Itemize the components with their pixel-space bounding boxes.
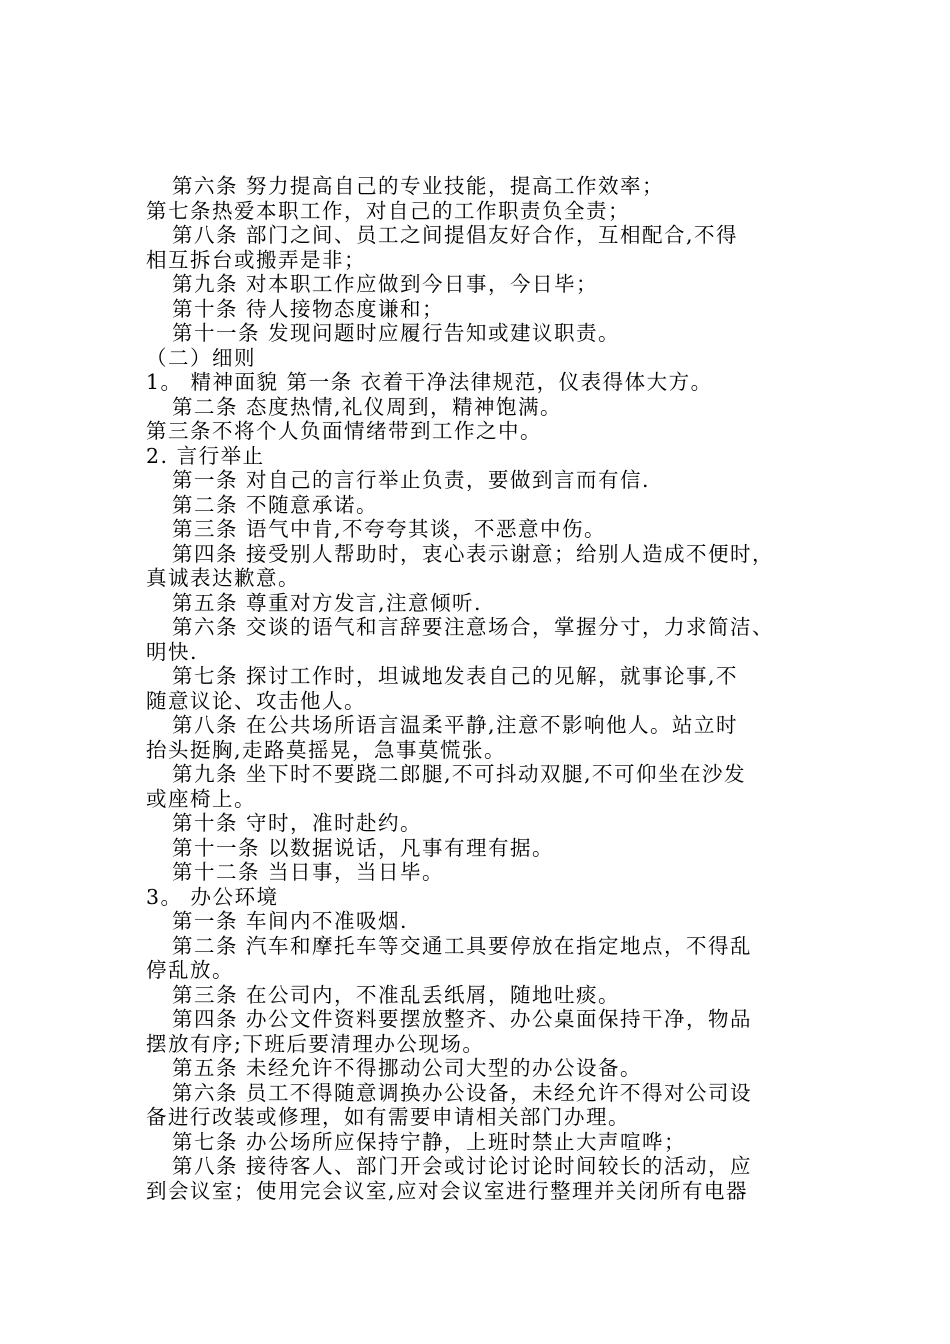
text-line: 第一条 车间内不准吸烟. xyxy=(172,909,409,933)
text-line: 2. 言行举止 xyxy=(146,443,265,468)
text-line: 第十一条 发现问题时应履行告知或建议职责。 xyxy=(172,321,621,345)
text-line: 第三条 语气中肯,不夸夸其谈，不恶意中伤。 xyxy=(172,517,607,541)
text-line: 第十条 待人接物态度谦和； xyxy=(172,296,445,321)
text-line: 第八条 部门之间、员工之间提倡友好合作，互相配合,不得 xyxy=(172,223,739,247)
text-line: 第五条 未经允许不得挪动公司大型的办公设备。 xyxy=(172,1056,643,1080)
text-line: 第七条热爱本职工作，对自己的工作职责负全责； xyxy=(146,198,630,223)
text-line: 第八条 接待客人、部门开会或讨论讨论时间较长的活动，应 xyxy=(172,1154,753,1178)
text-line: 第七条 办公场所应保持宁静，上班时禁止大声喧哗； xyxy=(172,1129,687,1154)
text-line: （二）细则 xyxy=(146,345,256,370)
text-line: 1。 精神面貌 第一条 衣着干净法律规范，仪表得体大方。 xyxy=(146,370,713,394)
text-line: 备进行改装或修理，如有需要申请相关部门办理。 xyxy=(146,1105,630,1129)
text-line: 第二条 汽车和摩托车等交通工具要停放在指定地点，不得乱 xyxy=(172,933,753,958)
text-line: 第三条 在公司内，不准乱丢纸屑，随地吐痰。 xyxy=(172,982,621,1007)
text-line: 第八条 在公共场所语言温柔平静,注意不影响他人。站立时 xyxy=(172,713,739,737)
document-body xyxy=(146,174,836,1203)
text-line: 第五条 尊重对方发言,注意倾听. xyxy=(172,590,483,615)
text-line: 第三条不将个人负面情绪带到工作之中。 xyxy=(146,419,542,443)
text-line: 第六条 交谈的语气和言辞要注意场合，掌握分寸，力求简洁、 xyxy=(172,615,775,639)
text-line: 第四条 接受别人帮助时，衷心表示谢意；给别人造成不便时， xyxy=(172,541,775,566)
text-line: 3。 办公环境 xyxy=(146,884,279,909)
text-line: 第七条 探讨工作时，坦诚地发表自己的见解，就事论事,不 xyxy=(172,664,739,688)
text-line: 第六条 员工不得随意调换办公设备，未经允许不得对公司设 xyxy=(172,1080,753,1105)
text-line: 真诚表达歉意。 xyxy=(146,566,300,590)
text-line: 明快. xyxy=(146,639,199,664)
text-line: 相互拆台或搬弄是非； xyxy=(146,247,366,272)
text-line: 第十二条 当日事，当日毕。 xyxy=(172,860,445,884)
text-line: 第十一条 以数据说话，凡事有理有据。 xyxy=(172,835,555,860)
text-line: 第二条 态度热情,礼仪周到，精神饱满。 xyxy=(172,394,563,419)
text-line: 第一条 对自己的言行举止负责，要做到言而有信. xyxy=(172,468,651,492)
text-line: 抬头挺胸,走路莫摇晃，急事莫慌张。 xyxy=(146,737,507,762)
text-line: 第二条 不随意承诺。 xyxy=(172,492,379,517)
text-line: 第九条 坐下时不要跷二郎腿,不可抖动双腿,不可仰坐在沙发 xyxy=(172,762,747,786)
text-line: 随意议论、攻击他人。 xyxy=(146,688,366,713)
text-line: 第六条 努力提高自己的专业技能，提高工作效率； xyxy=(172,174,665,198)
text-line: 停乱放。 xyxy=(146,958,234,982)
text-line: 第四条 办公文件资料要摆放整齐、办公桌面保持干净，物品 xyxy=(172,1007,753,1031)
text-line: 第十条 守时，准时赴约。 xyxy=(172,811,423,835)
text-line: 到会议室；使用完会议室,应对会议室进行整理并关闭所有电器 xyxy=(146,1178,749,1203)
text-line: 摆放有序;下班后要清理办公现场。 xyxy=(146,1031,485,1056)
text-line: 第九条 对本职工作应做到今日事，今日毕； xyxy=(172,272,599,296)
text-line: 或座椅上。 xyxy=(146,786,256,811)
